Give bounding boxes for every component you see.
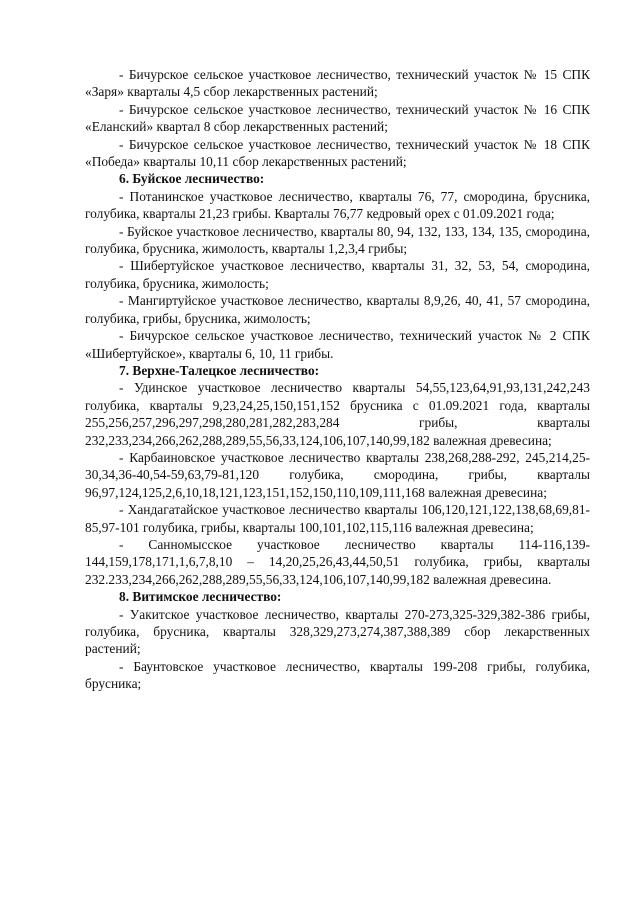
paragraph: - Уакитское участковое лесничество, кварталы 270-273,325-329,382-386 грибы, голубика, брусника, кварталы 328,329,273,274,387,388,389 сбор лекарственных растений; — [85, 606, 590, 657]
paragraph: - Санномысское участковое лесничество кварталы 114-116,139-144,159,178,171,1,6,7,8,10 – 14,20,25,26,43,44,50,51 голубика, грибы, кварталы 232.233,234,266,262,288,289,55,56,33,124,106,107,140,99,182 валежная древесина. — [85, 536, 590, 587]
paragraph: - Удинское участковое лесничество кварталы 54,55,123,64,91,93,131,242,243 голубика, кварталы 9,23,24,25,150,151,152 брусника с 01.09.2021 года, кварталы 255,256,257,296,297,298,280,281,282,283,284 грибы, кварталы 232,233,234,266,262,288,289,55,56,33,124,106,107,140,99,182 валежная древесина; — [85, 380, 590, 448]
paragraph: - Шибертуйское участковое лесничество, кварталы 31, 32, 53, 54, смородина, голубика, брусника, жимолость; — [85, 258, 590, 291]
section-heading: 8. Витимское лесничество: — [119, 589, 282, 605]
paragraph: - Бичурское сельское участковое лесничество, технический участок № 15 СПК «Заря» кварталы 4,5 сбор лекарственных растений; — [85, 67, 590, 100]
paragraph: - Хандагатайское участковое лесничество кварталы 106,120,121,122,138,68,69,81-85,97-101 голубика, грибы, кварталы 100,101,102,115,116 валежная древесина; — [85, 502, 590, 535]
paragraph: - Бичурское сельское участковое лесничество, технический участок № 2 СПК «Шибертуйское», кварталы 6, 10, 11 грибы. — [85, 328, 590, 361]
paragraph: - Потанинское участковое лесничество, кварталы 76, 77, смородина, брусника, голубика, кварталы 21,23 грибы. Кварталы 76,77 кедровый орех с 01.09.2021 года; — [85, 188, 590, 222]
paragraph: - Мангиртуйское участковое лесничество, кварталы 8,9,26, 40, 41, 57 смородина, голубика, грибы, брусника, жимолость; — [85, 293, 590, 326]
paragraph: - Бичурское сельское участковое лесничество, технический участок № 16 СПК «Еланский» квартал 8 сбор лекарственных растений; — [85, 101, 590, 135]
paragraph: - Буйское участковое лесничество, кварталы 80, 94, 132, 133, 134, 135, смородина, голубика, брусника, жимолость, кварталы 1,2,3,4 грибы; — [85, 223, 590, 257]
paragraph: - Баунтовское участковое лесничество, кварталы 199-208 грибы, голубика, брусника; — [85, 658, 590, 692]
paragraph: - Бичурское сельское участковое лесничество, технический участок № 18 СПК «Победа» кварталы 10,11 сбор лекарственных растений; — [85, 136, 590, 170]
section-heading: 7. Верхне-Талецкое лесничество: — [119, 362, 320, 378]
paragraph: - Карбаиновское участковое лесничество кварталы 238,268,288-292, 245,214,25-30,34,36-40,54-59,63,79-81,120 голубика, смородина, грибы, кварталы 96,97,124,125,2,6,10,18,121,123,151,152,150,110,109,111,168 валежная древесина; — [85, 449, 590, 500]
section-heading: 6. Буйское лесничество: — [119, 171, 265, 187]
